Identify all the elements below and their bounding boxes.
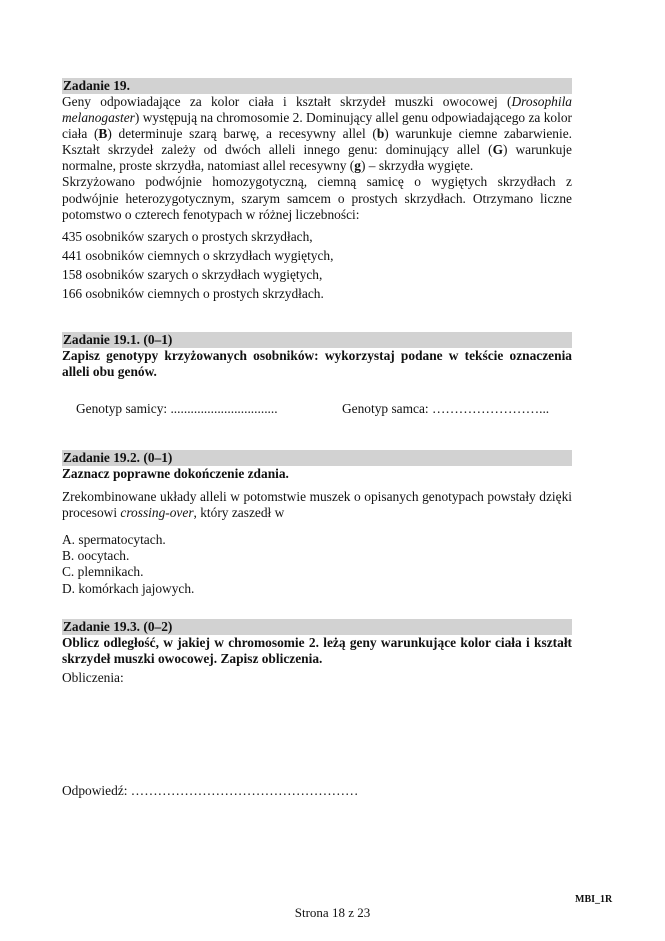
- calculations-label: Obliczenia:: [62, 670, 124, 686]
- male-genotype-field[interactable]: Genotyp samca: ……………………...: [342, 401, 550, 416]
- answer-field[interactable]: Odpowiedź: ……………………………………………: [62, 783, 359, 798]
- offspring-item: 166 osobników ciemnych o prostych skrzydłach.: [62, 285, 324, 301]
- offspring-list: [62, 227, 572, 303]
- page-number: Strona 18 z 23: [294, 905, 371, 920]
- option-a[interactable]: A. spermatocytach.: [62, 532, 166, 548]
- task-19-cross: Skrzyżowano podwójnie homozygotyczną, ciemną samicę o wygiętych skrzydłach z podwójnie heterozygotycznym, szarym samcem o prostych skrzydłach. Otrzymano liczne potomstwo o czterech fenotypach w różnej liczebności:: [62, 174, 572, 222]
- task-19-1-header: Zadanie 19.1. (0–1): [62, 332, 572, 348]
- task-19-3: [62, 619, 572, 686]
- option-d[interactable]: D. komórkach jajowych.: [62, 580, 195, 596]
- task-19: [62, 78, 572, 303]
- answer-options: [62, 532, 572, 596]
- task-19-1: [62, 332, 572, 380]
- task-19-3-instruction: Oblicz odległość, w jakiej w chromosomie 2. leżą geny warunkujące kolor ciała i kształt skrzydeł muszki owocowej. Zapisz obliczenia.: [62, 635, 572, 667]
- task-19-1-instruction: Zapisz genotypy krzyżowanych osobników: wykorzystaj podane w tekście oznaczenia alleli obu genów.: [62, 348, 572, 380]
- exam-code: MBI_1R: [575, 894, 613, 905]
- offspring-item: 441 osobników ciemnych o skrzydłach wygiętych,: [62, 247, 334, 263]
- task-19-2-instruction: Zaznacz poprawne dokończenie zdania.: [62, 466, 289, 481]
- option-b[interactable]: B. oocytach.: [62, 548, 130, 564]
- offspring-item: 158 osobników szarych o skrzydłach wygiętych,: [62, 266, 323, 282]
- task-19-3-header: Zadanie 19.3. (0–2): [62, 619, 572, 635]
- calculations-area[interactable]: [62, 696, 572, 780]
- option-c[interactable]: C. plemnikach.: [62, 564, 144, 580]
- female-genotype-field[interactable]: Genotyp samicy: ................................: [76, 401, 278, 416]
- task-19-intro: Geny odpowiadające za kolor ciała i kształt skrzydeł muszki owocowej (Drosophila melanogaster) występują na chromosomie 2. Dominujący allel genu odpowiadającego za kolor ciała (B) determinuje szarą barwę, a recesywny allel (b) warunkuje ciemne zabarwienie. Kształt skrzydeł zależy od dwóch alleli innego genu: dominujący allel (G) warunkuje normalne, proste skrzydła, natomiast allel recesywny (g) – skrzydła wygięte.: [62, 94, 572, 174]
- task-19-header: Zadanie 19.: [62, 78, 572, 94]
- task-19-2-stem: Zrekombinowane układy alleli w potomstwie muszek o opisanych genotypach powstały dzięki procesowi crossing-over, który zaszedł w: [62, 489, 572, 521]
- task-19-2: [62, 450, 572, 597]
- offspring-item: 435 osobników szarych o prostych skrzydłach,: [62, 228, 313, 244]
- task-19-2-header: Zadanie 19.2. (0–1): [62, 450, 572, 466]
